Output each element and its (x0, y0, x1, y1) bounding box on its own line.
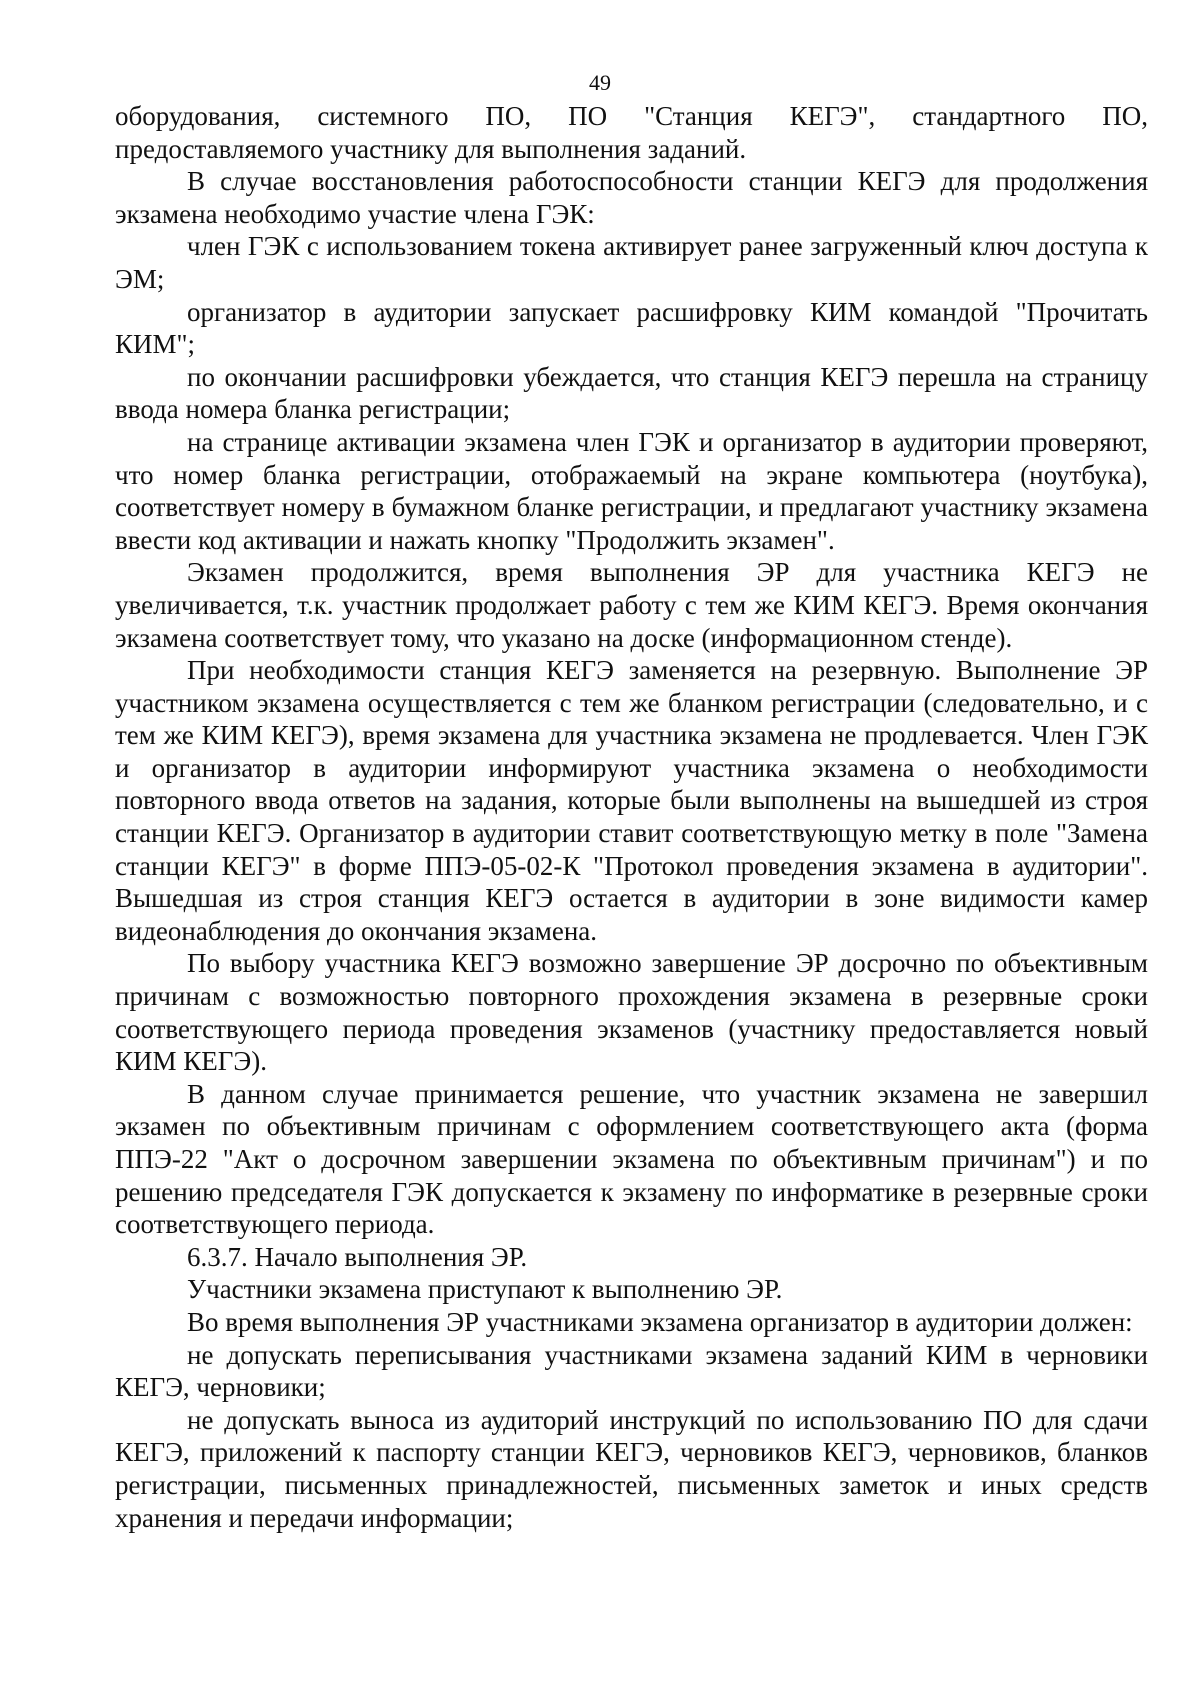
paragraph: В данном случае принимается решение, что участник экзамена не завершил экзамен по объективным причинам с оформлением соответствующего акта (форма ППЭ-22 "Акт о досрочном завершении экзамена по объективным причинам") и по решению председателя ГЭК допускается к экзамену по информатике в резервные сроки соответствующего периода. (115, 1078, 1148, 1240)
paragraph: Экзамен продолжится, время выполнения ЭР для участника КЕГЭ не увеличивается, т.к. участник продолжает работу с тем же КИМ КЕГЭ. Время окончания экзамена соответствует тому, что указано на доске (информационном стенде). (115, 557, 1148, 653)
paragraph: Участники экзамена приступают к выполнению ЭР. (187, 1274, 783, 1305)
paragraph: по окончании расшифровки убеждается, что станция КЕГЭ перешла на страницу ввода номера бланка регистрации; (115, 361, 1148, 425)
paragraph: на странице активации экзамена член ГЭК и организатор в аудитории проверяют, что номер бланка регистрации, отображаемый на экране компьютера (ноутбука), соответствует номеру в бумажном бланке регистрации, и предлагают участнику экзамена ввести код активации и нажать кнопку "Продолжить экзамен". (115, 426, 1148, 555)
paragraph: В случае восстановления работоспособности станции КЕГЭ для продолжения экзамена необходимо участие члена ГЭК: (115, 166, 1148, 229)
paragraph: Во время выполнения ЭР участниками экзамена организатор в аудитории должен: (187, 1306, 1133, 1337)
document-body (115, 100, 1148, 1534)
paragraph: При необходимости станция КЕГЭ заменяется на резервную. Выполнение ЭР участником экзамена осуществляется с тем же бланком регистрации (следовательно, и с тем же КИМ КЕГЭ), время экзамена для участника экзамена не продлевается. Член ГЭК и организатор в аудитории информируют участника экзамена о необходимости повторного ввода ответов на задания, которые были выполнены на вышедшей из строя станции КЕГЭ. Организатор в аудитории ставит соответствующую метку в поле "Замена станции КЕГЭ" в форме ППЭ-05-02-К "Протокол проведения экзамена в аудитории". Вышедшая из строя станция КЕГЭ остается в аудитории в зоне видимости камер видеонаблюдения до окончания экзамена. (115, 655, 1148, 946)
page-number: 49 (589, 70, 611, 95)
paragraph: По выбору участника КЕГЭ возможно завершение ЭР досрочно по объективным причинам с возможностью повторного прохождения экзамена в резервные сроки соответствующего периода проведения экзаменов (участнику предоставляется новый КИМ КЕГЭ). (115, 948, 1148, 1077)
section-heading: 6.3.7. Начало выполнения ЭР. (187, 1241, 528, 1272)
paragraph: член ГЭК с использованием токена активирует ранее загруженный ключ доступа к ЭМ; (115, 231, 1148, 294)
paragraph: организатор в аудитории запускает расшифровку КИМ командой "Прочитать КИМ"; (115, 296, 1148, 360)
paragraph: не допускать выноса из аудиторий инструкций по использованию ПО для сдачи КЕГЭ, приложений к паспорту станции КЕГЭ, черновиков КЕГЭ, черновиков, бланков регистрации, письменных принадлежностей, письменных заметок и иных средств хранения и передачи информации; (115, 1404, 1148, 1533)
paragraph: оборудования, системного ПО, ПО "Станция КЕГЭ", стандартного ПО, предоставляемого участнику для выполнения заданий. (115, 101, 1148, 164)
paragraph: не допускать переписывания участниками экзамена заданий КИМ в черновики КЕГЭ, черновики; (115, 1339, 1148, 1403)
